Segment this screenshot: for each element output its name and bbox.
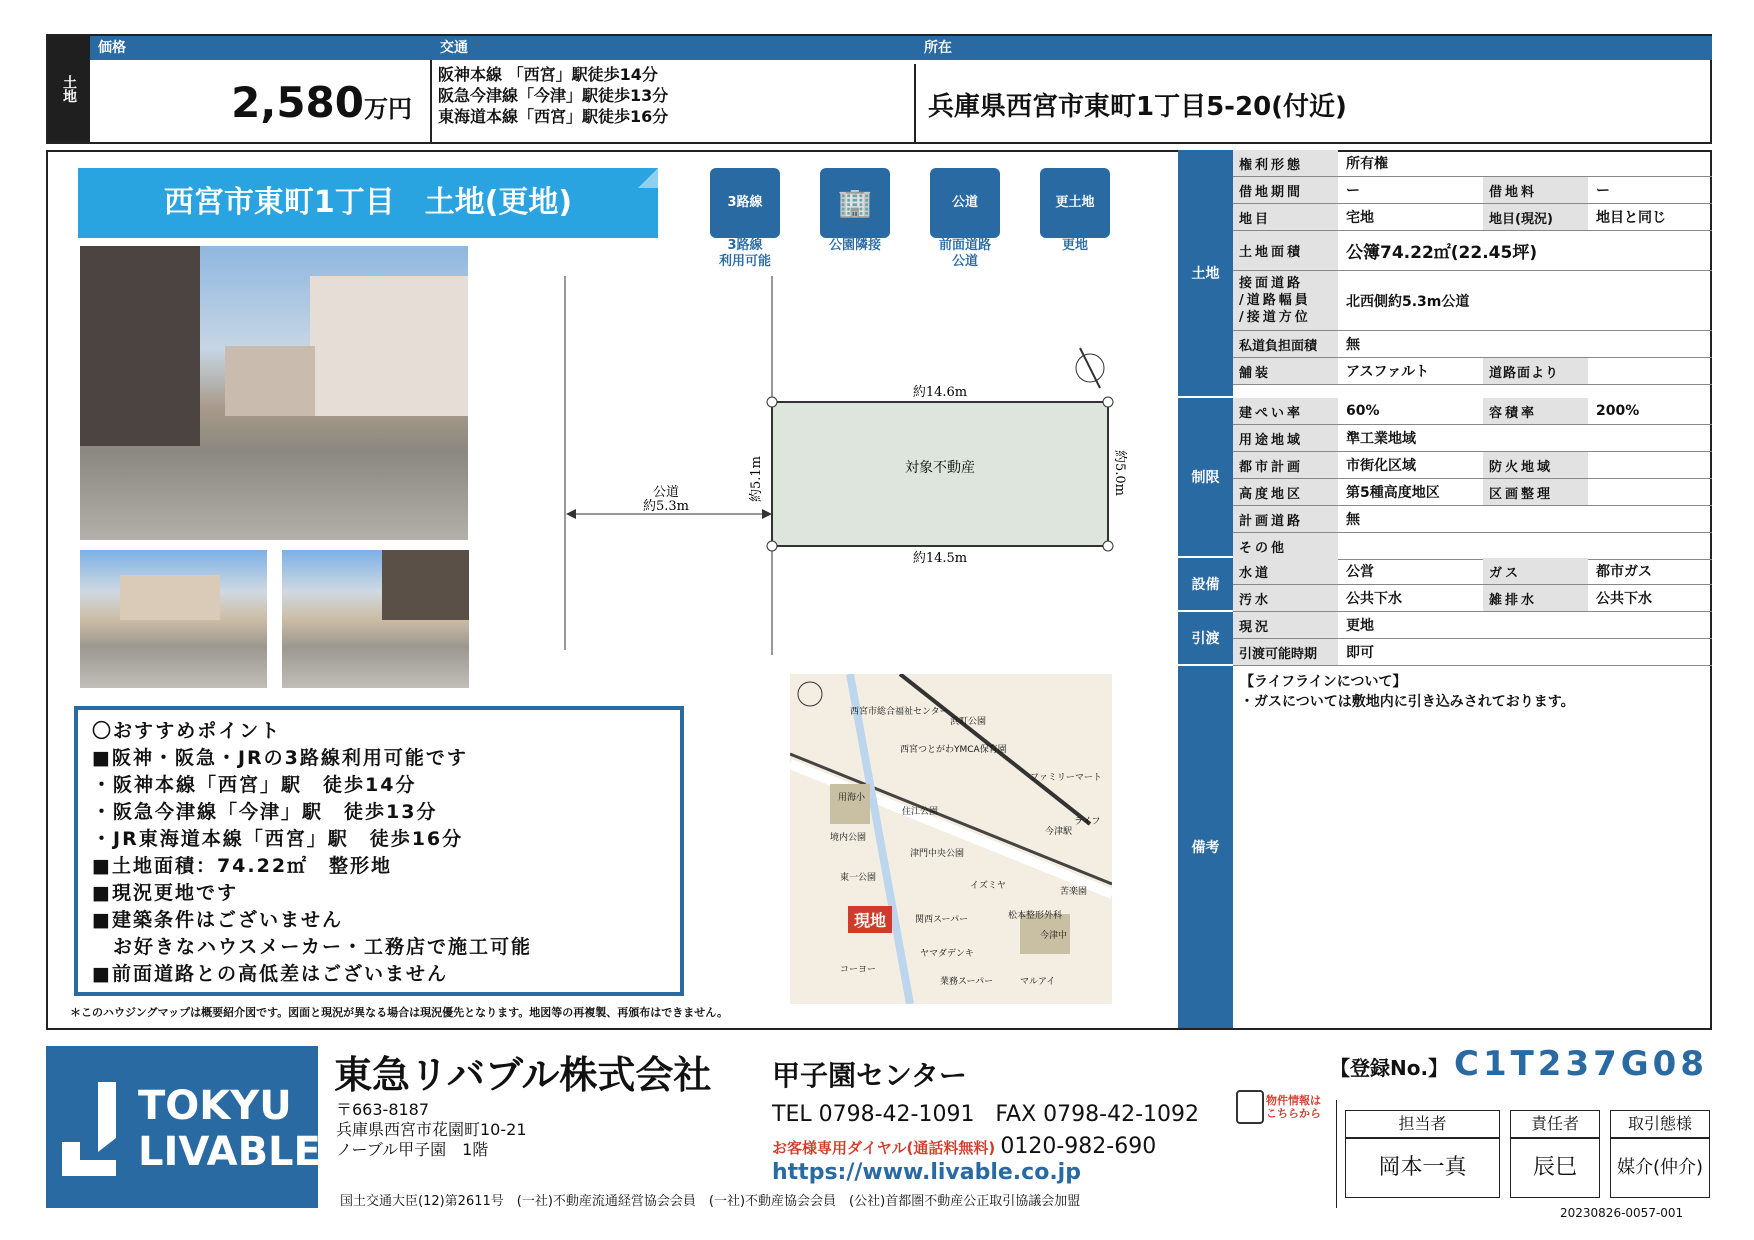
- logo-line1: TOKYU: [138, 1083, 292, 1129]
- value: アスファルト: [1346, 364, 1430, 380]
- park-icon: 🏢: [820, 168, 890, 238]
- point-line: ■建築条件はございません: [92, 909, 343, 931]
- notes-title: 【ライフラインについて】: [1240, 674, 1407, 690]
- value: 公共下水: [1346, 591, 1402, 607]
- map-label: 業務スーパー: [940, 977, 994, 987]
- value: 地目と同じ: [1596, 210, 1666, 226]
- train-icon: 3路線: [710, 168, 780, 238]
- phone-icon: [1236, 1090, 1264, 1124]
- disclaimer: ＊このハウジングマップは概要紹介図です。図面と現況が異なる場合は現況優先となります。地図等の再複製、再頒布はできません。: [70, 1006, 728, 1019]
- value: [1588, 479, 1596, 505]
- row-plan-road: [1233, 506, 1712, 533]
- notes: [1240, 672, 1575, 712]
- category-restrictions: 制限: [1178, 398, 1233, 556]
- value: 都市ガス: [1596, 564, 1652, 580]
- feature-public-road: [930, 168, 1010, 271]
- property-title: 西宮市東町1丁目 土地(更地): [78, 168, 658, 238]
- map-label: イズミヤ: [970, 881, 1006, 891]
- label: 借地期間: [1233, 177, 1338, 203]
- row-private-road: [1233, 331, 1712, 358]
- deal-type-label: 取引態様: [1610, 1110, 1710, 1138]
- point-line: 〇おすすめポイント: [92, 720, 282, 742]
- label: 汚水: [1233, 585, 1338, 611]
- category-notes: 備考: [1178, 666, 1233, 1028]
- free-dial-label: お客様専用ダイヤル(通話料無料): [772, 1139, 996, 1157]
- value: 200%: [1596, 403, 1640, 419]
- map-label: 西宮市総合福祉センター: [850, 707, 949, 717]
- transport-line: 東海道本線「西宮」駅徒歩16分: [438, 107, 669, 126]
- plan-road-label: 公道: [652, 485, 680, 500]
- label-line: 接面道路: [1239, 276, 1304, 291]
- row-city-plan: [1233, 452, 1712, 479]
- map-label: 今津駅: [1045, 827, 1073, 837]
- website-link[interactable]: https://www.livable.co.jp: [772, 1160, 1081, 1185]
- manager-value: 辰巳: [1510, 1138, 1600, 1198]
- price-unit: 万円: [364, 95, 412, 123]
- value: 公簿74.22㎡(22.45坪): [1346, 243, 1538, 263]
- plan-right-edge: 約5.0m: [1112, 450, 1127, 497]
- map-label: 住江公園: [902, 807, 939, 817]
- point-line: ・阪神本線「西宮」駅 徒歩14分: [92, 774, 417, 796]
- label: 地目: [1233, 204, 1338, 230]
- footer-divider: [1336, 1100, 1337, 1208]
- category-handover: 引渡: [1178, 612, 1233, 664]
- point-line: ■現況更地です: [92, 882, 238, 904]
- plan-road-width: 約5.3m: [642, 499, 690, 514]
- phone-fax: [772, 1102, 1199, 1127]
- value: 60%: [1346, 403, 1380, 419]
- row-lease: [1233, 177, 1712, 204]
- area-map: [790, 674, 1112, 1004]
- free-dial: [772, 1134, 1156, 1159]
- value: 宅地: [1346, 210, 1374, 226]
- feature-vacant: [1040, 168, 1120, 254]
- livable-logo-icon: [62, 1082, 122, 1176]
- feature-caption: 3路線 利用可能: [718, 238, 771, 270]
- feature-caption: 更地: [1061, 238, 1088, 253]
- map-label: 西宮つとがわYMCA保育園: [900, 745, 1007, 755]
- row-sewage: [1233, 585, 1712, 612]
- label: 計画道路: [1233, 506, 1338, 532]
- label: 道路面より: [1483, 358, 1588, 384]
- registration-label: 【登録No.】: [1330, 1056, 1449, 1080]
- label: その他: [1233, 533, 1338, 559]
- manager-label: 責任者: [1510, 1110, 1600, 1138]
- location-value: 兵庫県西宮市東町1丁目5-20(付近): [928, 92, 1347, 122]
- row-paving: [1233, 358, 1712, 385]
- row-road: [1233, 271, 1712, 331]
- plot-corner: [767, 541, 777, 551]
- address-line: ノーブル甲子園 1階: [336, 1140, 489, 1159]
- arrow-head-left: [566, 509, 576, 519]
- point-line: ■阪神・阪急・JRの3路線利用可能です: [92, 747, 468, 769]
- label: 区画整理: [1483, 479, 1588, 505]
- deal-type-value: 媒介(仲介): [1610, 1138, 1710, 1198]
- site-photo-2: [80, 550, 267, 688]
- company-logo: [46, 1046, 321, 1208]
- label: 舗装: [1233, 358, 1338, 384]
- plot-corner: [1103, 397, 1113, 407]
- label: ガス: [1483, 558, 1588, 584]
- label: 引渡可能時期: [1233, 639, 1338, 665]
- value: ー: [1596, 183, 1610, 199]
- free-dial-number[interactable]: 0120-982-690: [1000, 1134, 1157, 1159]
- map-here-marker: 現地: [848, 906, 892, 933]
- label: 借地料: [1483, 177, 1588, 203]
- label: 雑排水: [1483, 585, 1588, 611]
- plot-corner: [1103, 541, 1113, 551]
- summary-header: [46, 34, 1712, 144]
- price-label: 価格: [90, 36, 432, 60]
- row-water: [1233, 558, 1712, 585]
- address-line: 兵庫県西宮市花園町10-21: [336, 1120, 527, 1139]
- map-label: 松本整形外科: [1008, 911, 1063, 921]
- row-handover: [1233, 639, 1712, 666]
- value: 公営: [1346, 564, 1374, 580]
- point-line: ■土地面積：74.22㎡ 整形地: [92, 855, 393, 877]
- label: 防火地域: [1483, 452, 1588, 478]
- value: 即可: [1346, 645, 1374, 661]
- label-line: /道路幅員: [1239, 293, 1311, 308]
- point-line: お好きなハウスメーカー・工務店で施工可能: [92, 936, 533, 958]
- map-label: 用海小: [838, 793, 866, 803]
- value: [1588, 452, 1596, 478]
- arrow-head-right: [762, 509, 772, 519]
- label-line: /接道方位: [1239, 310, 1311, 325]
- label: 都市計画: [1233, 452, 1338, 478]
- location-label: 所在: [916, 36, 1712, 60]
- price-value: 2,580: [231, 78, 364, 127]
- value: 公共下水: [1596, 591, 1652, 607]
- price: [90, 60, 432, 142]
- row-height: [1233, 479, 1712, 506]
- site-photo-3: [282, 550, 469, 688]
- map-label: ファミリーマート: [1030, 773, 1102, 783]
- transport-info: [432, 64, 916, 142]
- map-label: 境内公園: [830, 833, 867, 843]
- postal-code: 〒663-8187: [336, 1100, 430, 1119]
- site-photo-main: [80, 246, 468, 540]
- map-north-icon: [798, 682, 822, 706]
- row-rights: [1233, 150, 1712, 177]
- label: 地目(現況): [1483, 204, 1588, 230]
- fax-number: FAX 0798-42-1092: [995, 1102, 1200, 1127]
- feature-caption: 公園隣接: [828, 238, 881, 253]
- public-road-icon: 公道: [930, 168, 1000, 238]
- registration-number: C1T237G08: [1454, 1044, 1708, 1084]
- plan-top-edge: 約14.6m: [912, 385, 968, 400]
- branch-name: 甲子園センター: [772, 1059, 967, 1092]
- map-label: マルアイ: [1020, 977, 1056, 987]
- label: 水道: [1233, 558, 1338, 584]
- label: 土地面積: [1233, 231, 1338, 270]
- point-line: ■前面道路との高低差はございません: [92, 963, 448, 985]
- value: 無: [1346, 512, 1360, 528]
- value: 準工業地域: [1346, 431, 1416, 447]
- notes-body: ・ガスについては敷地内に引き込みされております。: [1240, 694, 1575, 710]
- license-info: 国土交通大臣(12)第2611号 (一社)不動産流通経営協会会員 (一社)不動産協会会員 (公社)首都圏不動産公正取引協議会加盟: [340, 1194, 1081, 1209]
- map-label: コーヨー: [840, 965, 877, 975]
- feature-caption: 前面道路 公道: [938, 238, 991, 270]
- transport-line: 阪神本線 「西宮」駅徒歩14分: [438, 65, 658, 84]
- plan-center-label: 対象不動産: [905, 460, 975, 476]
- title-fold: [638, 168, 658, 188]
- label: 用途地域: [1233, 425, 1338, 451]
- label: [1233, 271, 1338, 330]
- row-zone: [1233, 425, 1712, 452]
- point-line: ・JR東海道本線「西宮」駅 徒歩16分: [92, 828, 464, 850]
- label: 現況: [1233, 612, 1338, 638]
- house-shape: [120, 575, 220, 620]
- value: [1588, 358, 1596, 384]
- label: 高度地区: [1233, 479, 1338, 505]
- vacant-land-icon: 更土地: [1040, 168, 1110, 238]
- document-id: 20230826-0057-001: [1560, 1206, 1684, 1220]
- property-spec-table: [1178, 150, 1710, 1030]
- map-label: 今津中: [1040, 931, 1068, 941]
- value: 無: [1346, 337, 1360, 353]
- qr-note: 物件情報は こちらから: [1266, 1094, 1321, 1120]
- value: 市街化区域: [1346, 458, 1416, 474]
- map-label: ライフ: [1074, 817, 1101, 827]
- plan-left-edge: 約5.1m: [749, 455, 764, 502]
- row-category: [1233, 204, 1712, 231]
- house-shape: [382, 550, 469, 620]
- logo-line2: LIVABLE: [138, 1129, 321, 1175]
- category-equipment: 設備: [1178, 558, 1233, 610]
- label: 権利形態: [1233, 150, 1338, 176]
- transport-label: 交通: [432, 36, 916, 60]
- value: 第5種高度地区: [1346, 485, 1440, 501]
- map-label: 津門中央公園: [910, 849, 965, 859]
- land-tag: 土地: [48, 36, 90, 142]
- row-coverage: [1233, 398, 1712, 425]
- row-area: [1233, 231, 1712, 271]
- point-line: ・阪急今津線「今津」駅 徒歩13分: [92, 801, 438, 823]
- value: 北西側約5.3m公道: [1346, 293, 1470, 310]
- value: ー: [1346, 183, 1360, 199]
- row-other: [1233, 533, 1712, 560]
- value: 更地: [1346, 618, 1374, 634]
- recommend-points: [74, 706, 684, 996]
- tel-number[interactable]: TEL 0798-42-1091: [772, 1102, 975, 1127]
- plan-bottom-edge: 約14.5m: [912, 551, 968, 566]
- transport-line: 阪急今津線「今津」駅徒歩13分: [438, 86, 669, 105]
- site-plan: [560, 270, 1140, 670]
- staff-label: 担当者: [1345, 1110, 1500, 1138]
- building-left: [80, 246, 200, 446]
- map-label: 関西スーパー: [915, 915, 969, 925]
- company-address: [336, 1100, 527, 1160]
- value: 所有権: [1346, 156, 1388, 172]
- map-label: 苦楽園: [1060, 887, 1088, 897]
- map-label: 東一公園: [840, 873, 877, 883]
- value: [1338, 533, 1346, 559]
- label: 建ぺい率: [1233, 398, 1338, 424]
- feature-park: [820, 168, 900, 254]
- building-right: [310, 276, 468, 416]
- row-status: [1233, 612, 1712, 639]
- staff-value: 岡本一真: [1345, 1138, 1500, 1198]
- plot-corner: [767, 397, 777, 407]
- feature-3-lines: [710, 168, 790, 271]
- map-label: ヤマダデンキ: [920, 949, 974, 959]
- company-name: 東急リバブル株式会社: [334, 1053, 712, 1097]
- map-label: 浜町公園: [950, 717, 987, 727]
- category-land: 土地: [1178, 150, 1233, 396]
- label: 容積率: [1483, 398, 1588, 424]
- label: 私道負担面積: [1233, 331, 1338, 357]
- building-mid: [225, 346, 315, 416]
